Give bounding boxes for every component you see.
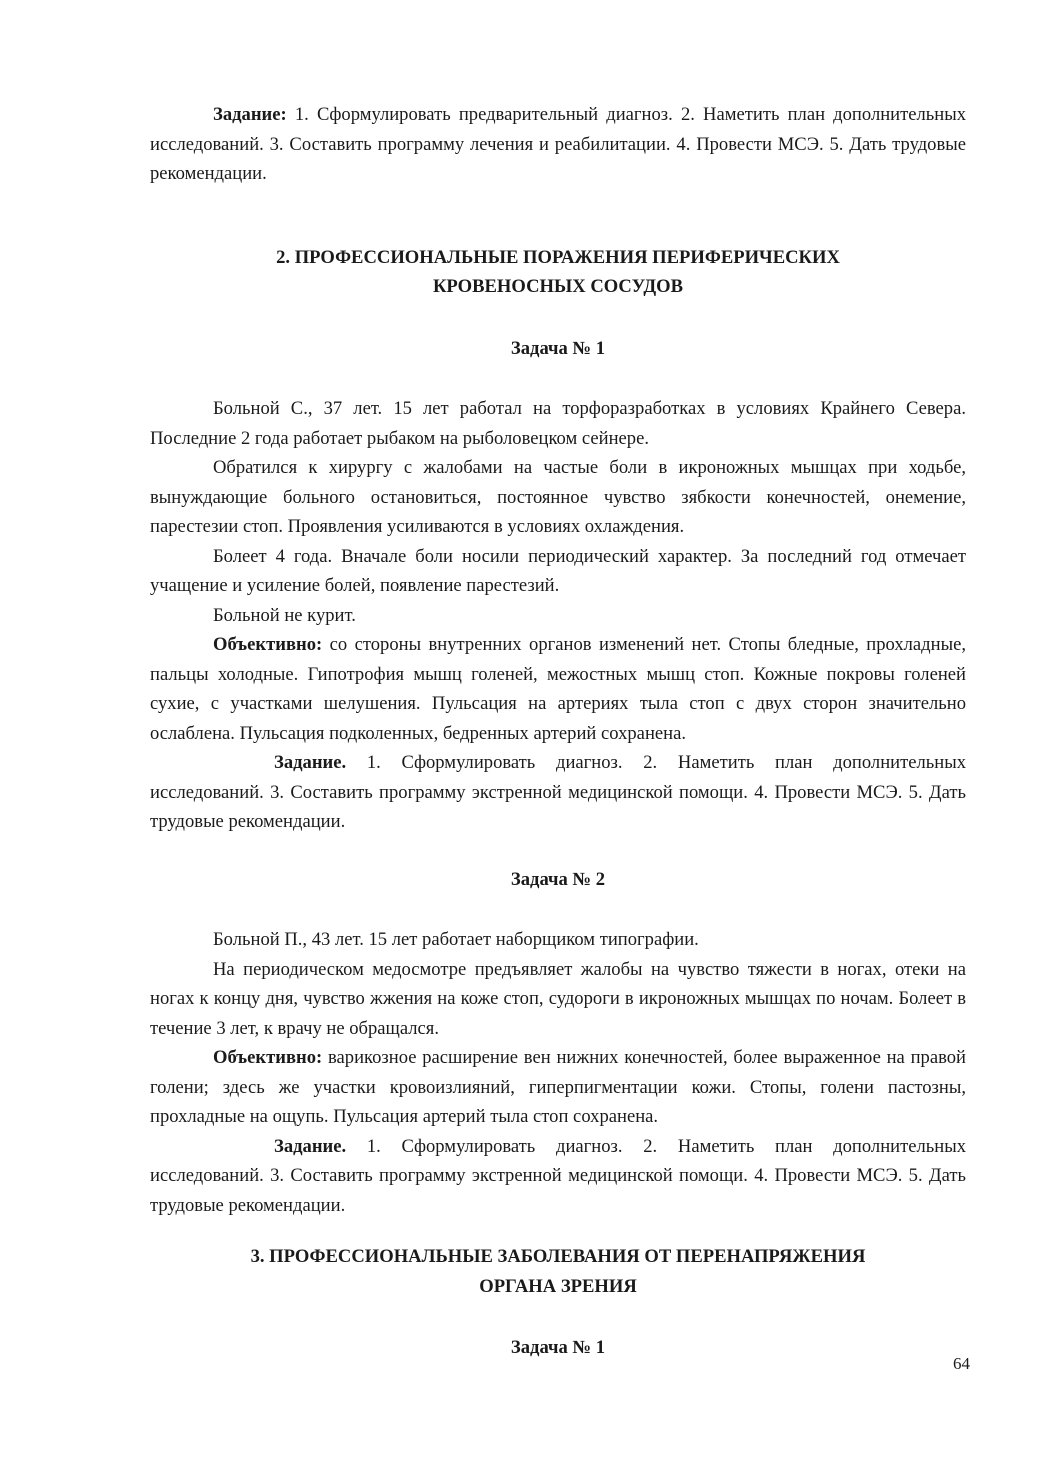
section-2-task-1-title: Задача № 1 [510, 337, 606, 359]
section-2-task-1-paragraph: Болеет 4 года. Вначале боли носили периодический характер. За последний год отмечает учащение и усиление болей, появление парестезий. [150, 545, 966, 596]
objective-label: Объективно: [213, 634, 323, 655]
section-2-task-1-paragraph: Больной С., 37 лет. 15 лет работал на торфоразработках в условиях Крайнего Севера. Последние 2 года работает рыбаком на рыболовецком сейнере. [150, 398, 966, 449]
section-2-task-1-paragraph: Обратился к хирургу с жалобами на частые боли в икроножных мышцах при ходьбе, вынуждающие больного остановиться, постоянное чувство зябкости конечностей, онемение, парестезии стоп. Проявления усиливаются в условиях охлаждения. [150, 457, 966, 537]
section-3-heading [150, 1242, 966, 1301]
section-2-heading-line1: 2. ПРОФЕССИОНАЛЬНЫЕ ПОРАЖЕНИЯ ПЕРИФЕРИЧЕСКИХ [276, 246, 840, 268]
page-number: 64 [953, 1354, 970, 1373]
section-2-task-1-objective [150, 630, 966, 748]
assignment-label: Задание. [274, 752, 347, 773]
assignment-label: Задание. [274, 1135, 347, 1157]
section-3-heading-line1: 3. ПРОФЕССИОНАЛЬНЫЕ ЗАБОЛЕВАНИЯ ОТ ПЕРЕНАПРЯЖЕНИЯ [250, 1246, 866, 1267]
intro-assignment [150, 100, 966, 189]
section-2-task-2-title: Задача № 2 [510, 868, 606, 890]
assignment-text: 1. Сформулировать диагноз. 2. Наметить план дополнительных исследований. 3. Составить программу экстренной медицинской помощи. 4. Провести МСЭ. 5. Дать трудовые рекомендации. [150, 752, 966, 832]
section-2-task-2-paragraph: Больной П., 43 лет. 15 лет работает наборщиком типографии. [213, 929, 699, 950]
section-2-task-1-assignment [150, 748, 966, 837]
objective-text: варикозное расширение вен нижних конечностей, более выраженное на правой голени; здесь же участки кровоизлияний, гиперпигментации кожи. Стопы, голени пастозны, прохладные на ощупь. Пульсация артерий тыла стоп сохранена. [150, 1047, 966, 1127]
document-page [150, 100, 966, 1363]
section-2-heading-line2: КРОВЕНОСНЫХ СОСУДОВ [432, 276, 684, 297]
section-2-task-1-paragraph: Больной не курит. [213, 604, 356, 626]
section-2-task-2-objective [150, 1043, 966, 1132]
section-2-task-2-paragraph: На периодическом медосмотре предъявляет жалобы на чувство тяжести в ногах, отеки на ногах к концу дня, чувство жжения на коже стоп, судороги в икроножных мышцах по ночам. Болеет в течение 3 лет, к врачу не обращался. [150, 958, 966, 1039]
section-3-heading-line2: ОРГАНА ЗРЕНИЯ [479, 1275, 637, 1297]
section-3-task-1-title: Задача № 1 [510, 1337, 606, 1358]
objective-text: со стороны внутренних органов изменений нет. Стопы бледные, прохладные, пальцы холодные. Гипотрофия мышц голеней, межостных мышц стоп. Кожные покровы голеней сухие, с участками шелушения. Пульсация на артериях тыла стоп с двух сторон значительно ослаблена. Пульсация подколенных, бедренных артерий сохранена. [150, 634, 966, 744]
section-2-heading [150, 243, 966, 302]
assignment-text: 1. Сформулировать диагноз. 2. Наметить план дополнительных исследований. 3. Составить программу экстренной медицинской помощи. 4. Провести МСЭ. 5. Дать трудовые рекомендации. [150, 1135, 966, 1216]
intro-assignment-label: Задание: [213, 104, 287, 125]
objective-label: Объективно: [213, 1047, 323, 1068]
intro-assignment-text: 1. Сформулировать предварительный диагноз. 2. Наметить план дополнительных исследований. 3. Составить программу лечения и реабилитации. 4. Провести МСЭ. 5. Дать трудовые рекомендации. [150, 104, 966, 184]
section-2-task-2-assignment [150, 1132, 966, 1221]
